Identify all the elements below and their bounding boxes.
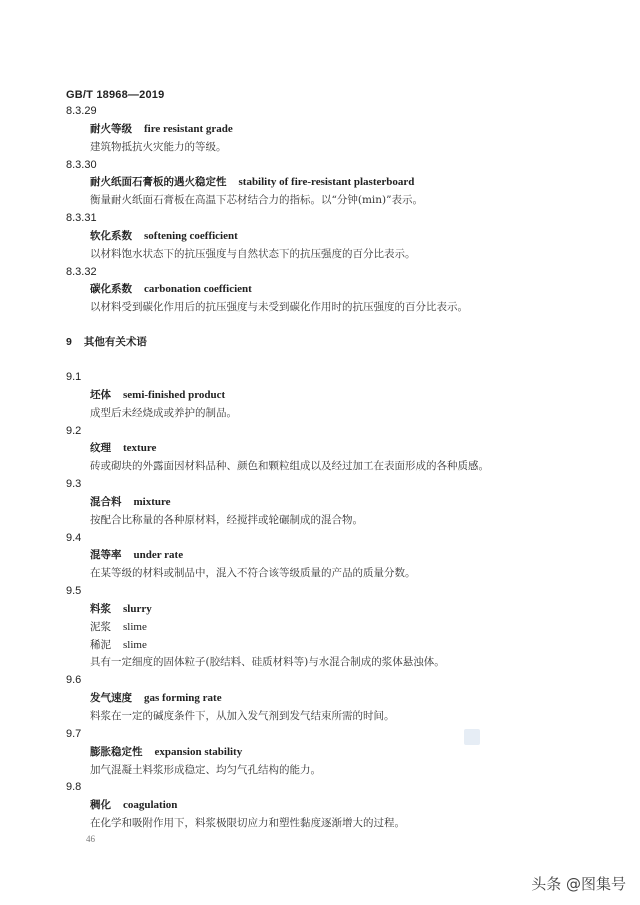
term-chinese: 坯体: [90, 388, 111, 401]
term-definition: 料浆在一定的碱度条件下，从加入发气剂到发气结束所需的时间。: [90, 710, 395, 722]
term-english: fire resistant grade: [144, 122, 233, 135]
term-chinese: 混等率: [90, 549, 122, 562]
term-english: semi-finished product: [123, 388, 226, 401]
term-english: mixture: [133, 495, 171, 508]
term-heading: [66, 228, 586, 246]
watermark: 头条 @图集号: [531, 875, 626, 893]
term-definition: 按配合比称量的各种原材料，经搅拌或轮碾制成的混合物。: [90, 513, 363, 526]
term-entry: [66, 103, 586, 157]
term-entry: [66, 210, 586, 264]
term-heading: [66, 281, 586, 299]
term-heading: [66, 744, 586, 762]
term-number: 8.3.29: [66, 105, 97, 117]
synonym: [66, 619, 586, 637]
synonym: [66, 637, 586, 655]
term-definition: 在化学和吸附作用下，料浆极限切应力和塑性黏度逐渐增大的过程。: [90, 817, 405, 830]
term-chinese: 发气速度: [90, 692, 132, 705]
term-entry: [66, 423, 586, 477]
term-entry: [66, 726, 586, 780]
term-number: 9.7: [66, 727, 82, 740]
term-heading: [66, 494, 586, 512]
term-number: 8.3.31: [66, 212, 97, 225]
scan-artifact: [464, 729, 480, 745]
page-number: 46: [86, 834, 95, 844]
section-heading: [66, 334, 586, 352]
term-heading: [66, 797, 586, 815]
term-entry: [66, 779, 586, 833]
term-entry: [66, 530, 586, 584]
term-heading: [66, 387, 586, 405]
term-heading: [66, 547, 586, 565]
term-heading: [66, 601, 586, 619]
term-english: expansion stability: [154, 745, 243, 758]
term-heading: [66, 690, 586, 708]
term-number: 8.3.30: [66, 158, 97, 171]
term-entry: [66, 672, 586, 726]
term-english: carbonation coefficient: [144, 283, 252, 296]
term-chinese: 耐火等级: [90, 122, 132, 135]
synonym-english: slime: [123, 638, 147, 651]
term-english: under rate: [133, 549, 184, 562]
term-number: 9.4: [66, 531, 82, 544]
term-chinese: 软化系数: [90, 229, 132, 242]
term-definition: 砖或砌块的外露面因材料品种、颜色和颗粒组成以及经过加工在表面形成的各种质感。: [90, 460, 489, 473]
term-english: slurry: [123, 602, 152, 615]
section-title: 其他有关术语: [83, 336, 147, 349]
standard-code-header: GB/T 18968—2019: [66, 89, 165, 101]
term-english: texture: [123, 442, 157, 455]
term-entry: [66, 476, 586, 530]
term-definition: 建筑物抵抗火灾能力的等级。: [90, 140, 227, 153]
term-definition: 具有一定细度的固体粒子(胶结料、硅质材料等)与水混合制成的浆体悬浊体。: [90, 656, 445, 669]
term-chinese: 纹理: [90, 442, 111, 455]
term-english: coagulation: [123, 799, 178, 812]
term-definition: 以材料受到碳化作用后的抗压强度与未受到碳化作用时的抗压强度的百分比表示。: [90, 301, 468, 314]
term-entry: [66, 157, 586, 211]
term-number: 9.2: [66, 424, 82, 437]
term-entry: [66, 264, 586, 318]
term-heading: [66, 121, 586, 139]
section-number: 9: [66, 336, 72, 349]
term-english: gas forming rate: [144, 692, 222, 705]
term-english: softening coefficient: [144, 229, 238, 242]
term-english: stability of fire-resistant plasterboard: [238, 176, 415, 189]
term-number: 9.6: [66, 674, 82, 687]
term-number: 9.3: [66, 478, 82, 491]
term-chinese: 膨胀稳定性: [90, 745, 143, 758]
term-number: 9.8: [66, 781, 82, 794]
term-heading: [66, 440, 586, 458]
synonym-chinese: 稀泥: [90, 638, 111, 651]
term-chinese: 碳化系数: [90, 283, 132, 296]
term-chinese: 耐火纸面石膏板的遇火稳定性: [90, 176, 227, 189]
term-chinese: 料浆: [90, 602, 111, 615]
term-definition: 衡量耐火纸面石膏板在高温下芯材结合力的指标。以“分钟(min)”表示。: [90, 194, 424, 207]
term-definition: 加气混凝土料浆形成稳定、均匀气孔结构的能力。: [90, 763, 321, 776]
term-definition: 在某等级的材料或制品中，混入不符合该等级质量的产品的质量分数。: [90, 567, 416, 580]
term-number: 8.3.32: [66, 265, 97, 278]
terms-content: [66, 103, 586, 833]
term-definition: 成型后未经烧成或养护的制品。: [90, 406, 237, 419]
synonym-chinese: 泥浆: [90, 620, 111, 633]
term-chinese: 稠化: [90, 799, 111, 812]
term-number: 9.5: [66, 585, 82, 598]
term-number: 9.1: [66, 370, 82, 383]
term-entry: [66, 369, 586, 423]
term-definition: 以材料饱水状态下的抗压强度与自然状态下的抗压强度的百分比表示。: [90, 247, 416, 260]
term-chinese: 混合料: [90, 495, 122, 508]
term-entry: [66, 583, 586, 672]
synonym-english: slime: [123, 620, 147, 633]
term-heading: [66, 174, 586, 192]
